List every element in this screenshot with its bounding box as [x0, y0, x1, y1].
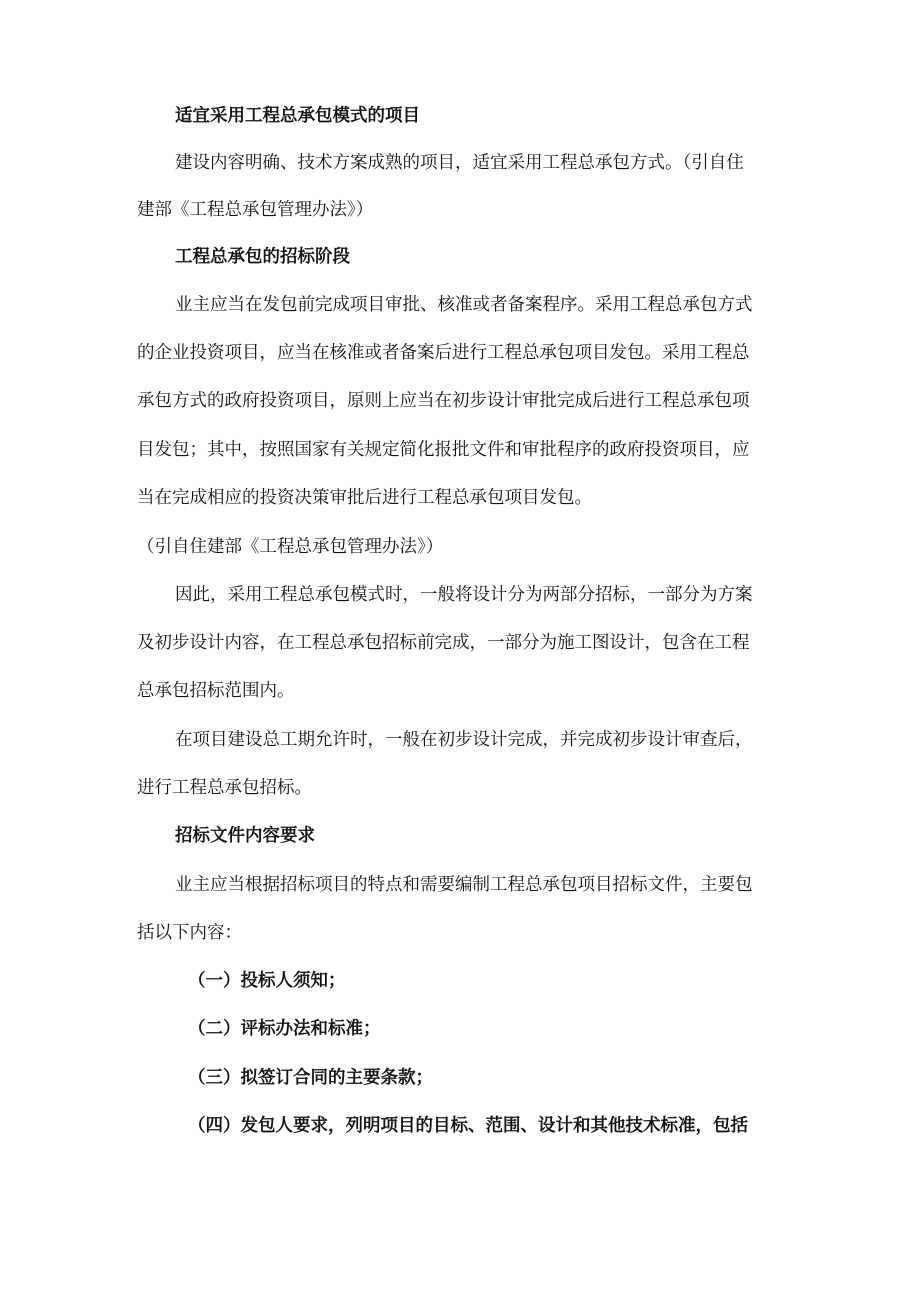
- paragraph-line: 业主应当根据招标项目的特点和需要编制工程总承包项目招标文件，主要包: [175, 875, 753, 895]
- section-heading-tender-document-requirements: 招标文件内容要求: [175, 826, 315, 846]
- list-item: （四）发包人要求，列明项目的目标、范围、设计和其他技术标准，包括: [188, 1116, 748, 1136]
- paragraph-line: 因此，采用工程总承包模式时，一般将设计分为两部分招标，一部分为方案: [175, 585, 753, 605]
- paragraph-line: 承包方式的政府投资项目，原则上应当在初步设计审批完成后进行工程总承包项: [137, 391, 750, 411]
- paragraph-line: 的企业投资项目，应当在核准或者备案后进行工程总承包项目发包。采用工程总: [137, 343, 750, 363]
- paragraph-line: 建设内容明确、技术方案成熟的项目，适宜采用工程总承包方式。（引自住: [175, 153, 744, 173]
- section-heading-applicable-projects: 适宜采用工程总承包模式的项目: [175, 106, 420, 126]
- list-item: （二）评标办法和标准；: [188, 1019, 381, 1039]
- paragraph-line: 总承包招标范围内。: [137, 681, 295, 701]
- citation-line: （引自住建部《工程总承包管理办法》）: [137, 537, 444, 557]
- paragraph-line: 括以下内容：: [137, 923, 242, 943]
- paragraph-line: 建部《工程总承包管理办法》）: [137, 200, 374, 220]
- section-heading-bidding-stage: 工程总承包的招标阶段: [175, 247, 350, 267]
- paragraph-line: 业主应当在发包前完成项目审批、核准或者备案程序。采用工程总承包方式: [175, 295, 753, 315]
- paragraph-line: 目发包；其中，按照国家有关规定简化报批文件和审批程序的政府投资项目，应: [137, 440, 750, 460]
- paragraph-line: 当在完成相应的投资决策审批后进行工程总承包项目发包。: [137, 488, 592, 508]
- list-item: （三）拟签订合同的主要条款；: [188, 1068, 433, 1088]
- paragraph-line: 进行工程总承包招标。: [137, 778, 312, 798]
- list-item: （一）投标人须知；: [188, 971, 346, 991]
- paragraph-line: 在项目建设总工期允许时，一般在初步设计完成，并完成初步设计审查后，: [175, 730, 753, 750]
- paragraph-line: 及初步设计内容，在工程总承包招标前完成，一部分为施工图设计，包含在工程: [137, 633, 750, 653]
